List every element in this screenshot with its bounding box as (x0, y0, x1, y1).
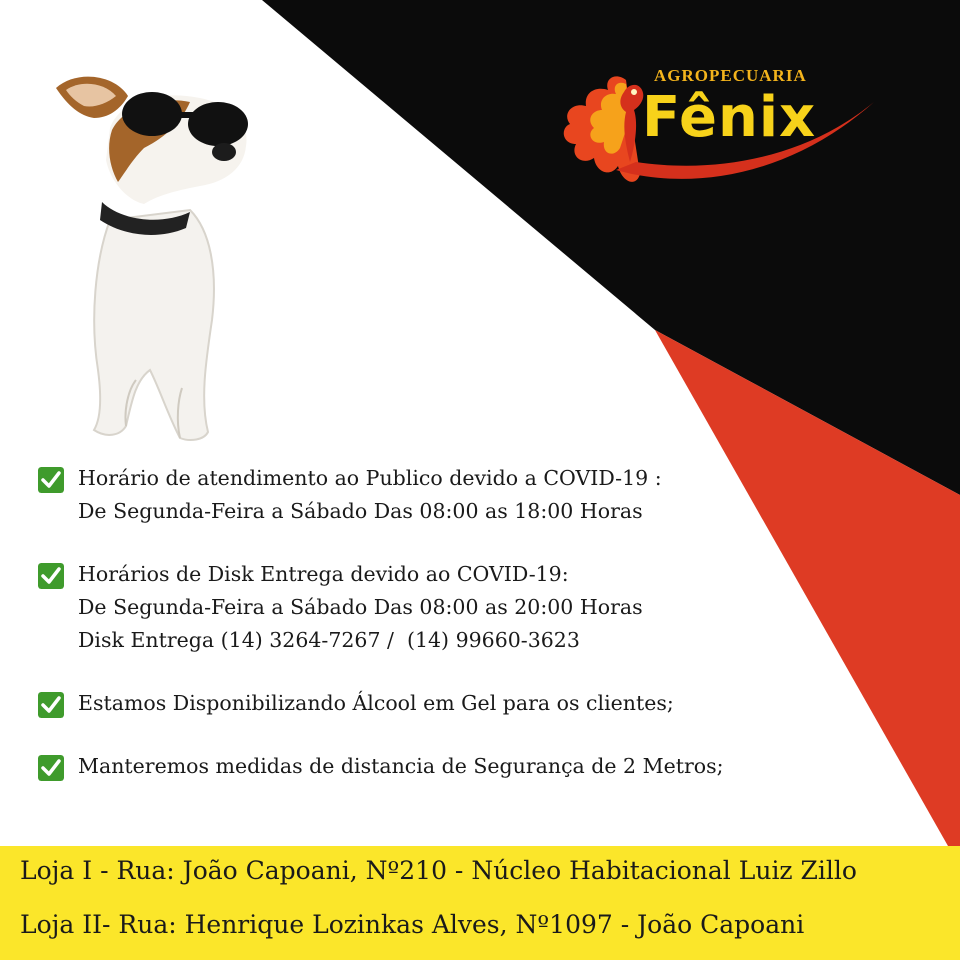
check-mark-icon (38, 563, 64, 589)
address-footer (0, 846, 960, 960)
item-text: De Segunda-Feira a Sábado Das 08:00 as 20:00 Horas (78, 595, 643, 619)
logo-title: Fênix (642, 85, 817, 150)
list-item (38, 750, 758, 783)
logo-subtitle: AGROPECUARIA (654, 66, 807, 85)
check-mark-icon (38, 755, 64, 781)
check-mark-icon (38, 467, 64, 493)
brand-logo (556, 62, 886, 202)
list-item (38, 687, 758, 720)
item-text: De Segunda-Feira a Sábado Das 08:00 as 18:00 Horas (78, 499, 643, 523)
item-text: Horário de atendimento ao Publico devido a COVID-19 : (78, 466, 662, 490)
phone-numbers: Disk Entrega (14) 3264-7267 / (14) 99660-3623 (78, 628, 580, 652)
list-item (38, 558, 758, 657)
dog-with-sunglasses-image (40, 70, 270, 450)
list-item (38, 462, 758, 528)
item-text: Horários de Disk Entrega devido ao COVID-19: (78, 562, 569, 586)
check-mark-icon (38, 692, 64, 718)
store-1-address: Loja I - Rua: João Capoani, Nº210 - Núcleo Habitacional Luiz Zillo (20, 856, 857, 885)
store-2-address: Loja II- Rua: Henrique Lozinkas Alves, Nº1097 - João Capoani (20, 910, 805, 939)
item-text: Manteremos medidas de distancia de Segurança de 2 Metros; (78, 754, 724, 778)
info-list (38, 462, 758, 813)
item-text: Estamos Disponibilizando Álcool em Gel para os clientes; (78, 691, 674, 715)
